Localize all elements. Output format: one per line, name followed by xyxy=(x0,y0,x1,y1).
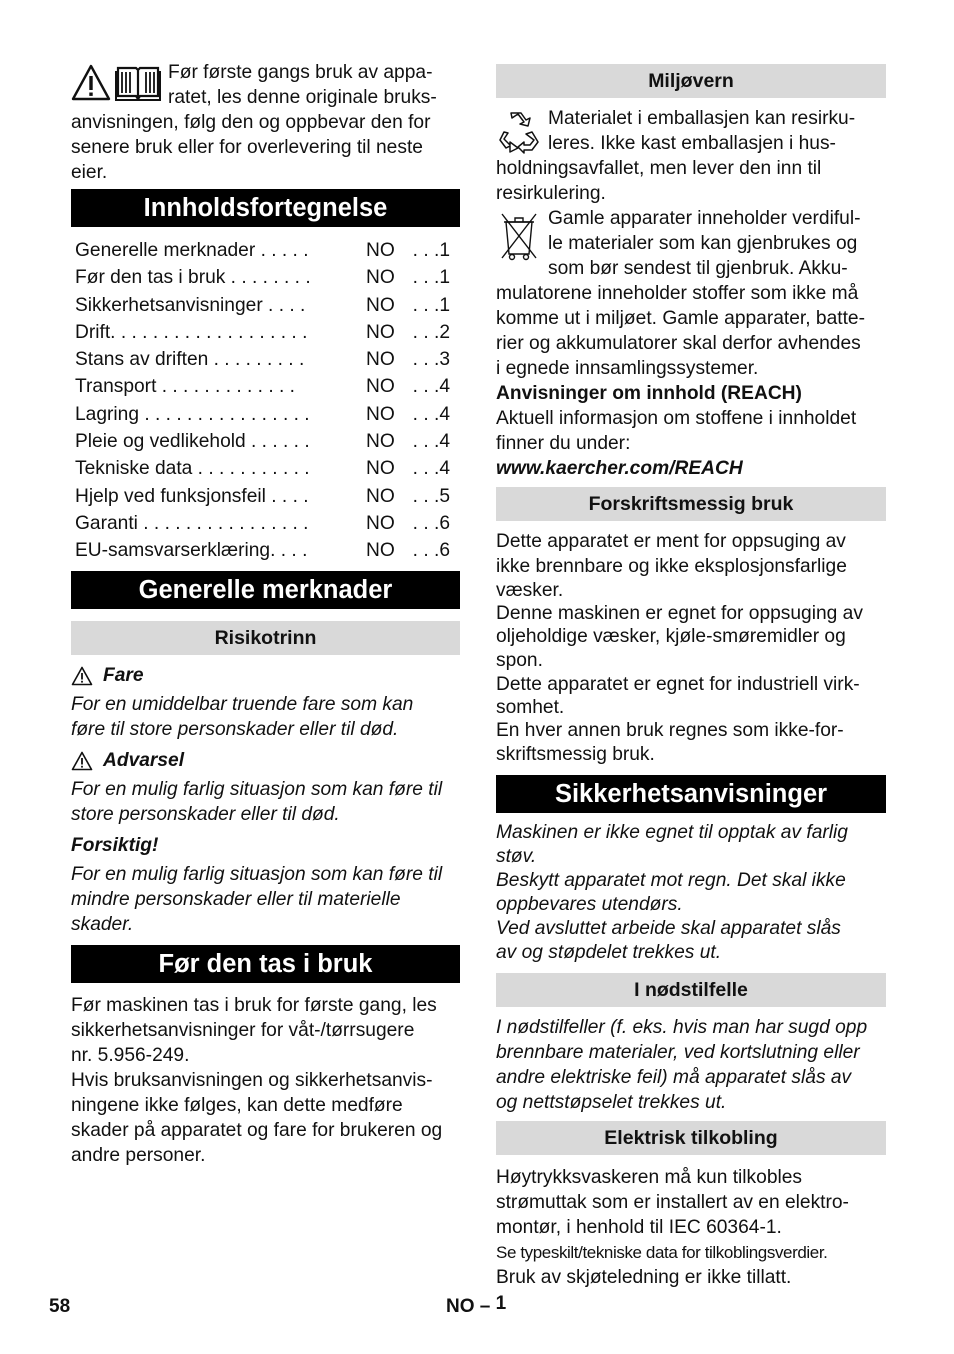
warning-small-icon xyxy=(71,751,93,771)
intended-use-line: skriftsmessig bruk. xyxy=(496,744,655,765)
weee-line: mulatorene inneholder stoffer som ikke må xyxy=(496,283,859,304)
weee-line: le materialer som kan gjenbrukes og xyxy=(548,233,858,254)
toc-entry[interactable]: Drift. . . . . . . . . . . . . . . . . . . NO . . .2 xyxy=(75,321,450,343)
danger-heading xyxy=(71,663,460,690)
weee-line: Gamle apparater inneholder verdiful- xyxy=(548,208,861,229)
caution-text: For en mulig farlig situasjon som kan føre til xyxy=(71,863,443,885)
electrical-line: strømuttak som er installert av en elektro- xyxy=(496,1192,849,1213)
electrical-title: Elektrisk tilkobling xyxy=(496,1121,886,1155)
intended-use-line: En hver annen bruk regnes som ikke-for- xyxy=(496,720,844,741)
safety-line: Ved avsluttet arbeide skal apparatet slås xyxy=(496,918,841,939)
intended-use-title: Forskriftsmessig bruk xyxy=(496,487,886,521)
before-use-line: sikkerhetsanvisninger for våt-/tørrsugere xyxy=(71,1019,415,1041)
emergency-title: I nødstilfelle xyxy=(496,973,886,1007)
toc-entry[interactable]: Stans av driften . . . . . . . . . NO . . .3 xyxy=(75,349,450,371)
before-use-title: Før den tas i bruk xyxy=(71,945,460,983)
intended-use-line: oljeholdige væsker, kjøle-smøremidler og xyxy=(496,626,846,647)
safety-line: av og støpdelet trekkes ut. xyxy=(496,942,722,963)
intended-use-line: væsker. xyxy=(496,580,564,601)
reach-link[interactable]: www.kaercher.com/REACH xyxy=(496,458,743,479)
recycle-line: leres. Ikke kast emballasjen i hus- xyxy=(548,133,836,154)
intended-use-line: spon. xyxy=(496,650,543,671)
warning-heading xyxy=(71,748,460,775)
toc-entry[interactable]: Tekniske data . . . . . . . . . . . NO . . .4 xyxy=(75,458,450,480)
warning-text: store personskader eller til død. xyxy=(71,803,340,825)
emergency-text xyxy=(496,1015,886,1115)
risk-levels-title: Risikotrinn xyxy=(71,621,460,655)
intro-line: Før første gangs bruk av appa- xyxy=(168,62,433,83)
reach-text: finner du under: xyxy=(496,433,631,454)
intro-line: anvisningen, følg den og oppbevar den for xyxy=(71,112,431,133)
toc-entry[interactable]: Hjelp ved funksjonsfeil . . . . NO . . .5 xyxy=(75,485,450,507)
toc-entry[interactable]: Generelle merknader . . . . . NO . . .1 xyxy=(75,240,450,261)
electrical-line: Høytrykksvaskeren må kun tilkobles xyxy=(496,1167,803,1188)
toc-entry[interactable]: EU-samsvarserklæring. . . . NO . . .6 xyxy=(75,540,450,562)
caution-text: skader. xyxy=(71,913,134,935)
safety-line: Maskinen er ikke egnet til opptak av farlig xyxy=(496,822,848,843)
recycle-block xyxy=(496,106,886,206)
footer-subpage: 1 xyxy=(495,1293,507,1314)
toc-title: Innholdsfortegnelse xyxy=(71,189,460,227)
general-title: Generelle merknader xyxy=(71,571,460,609)
reach-text: Aktuell informasjon om stoffene i innholdet xyxy=(496,408,857,429)
weee-line: komme ut i miljøet. Gamle apparater, batte- xyxy=(496,308,865,329)
page-footer-label xyxy=(446,1293,507,1318)
warning-small-icon xyxy=(71,666,93,686)
safety-title: Sikkerhetsanvisninger xyxy=(496,775,886,813)
safety-line: Beskytt apparatet mot regn. Det skal ikke xyxy=(496,870,846,891)
toc-entry[interactable]: Før den tas i bruk . . . . . . . . NO . . .1 xyxy=(75,267,450,289)
recycling-icon xyxy=(496,112,540,154)
toc-entry[interactable]: Lagring . . . . . . . . . . . . . . . . NO . . .4 xyxy=(75,403,450,425)
toc-entry[interactable]: Garanti . . . . . . . . . . . . . . . . NO . . .6 xyxy=(75,512,450,534)
intended-use-line: Dette apparatet er egnet for industriell virk- xyxy=(496,674,860,695)
danger-text: føre til store personskader eller til død. xyxy=(71,718,399,740)
weee-line: i egnede innsamlingssystemer. xyxy=(496,358,759,379)
emergency-line: og nettstøpselet trekkes ut. xyxy=(496,1092,727,1113)
safety-line: oppbevares utendørs. xyxy=(496,894,683,915)
intended-use-line: ikke brennbare og ikke eksplosjonsfarlige xyxy=(496,556,847,577)
weee-block xyxy=(496,206,886,381)
intro-line: ratet, les denne originale bruks- xyxy=(168,87,437,108)
page-number: 58 xyxy=(49,1296,71,1317)
safety-text xyxy=(496,821,886,965)
before-use-line: nr. 5.956-249. xyxy=(71,1044,190,1066)
emergency-line: I nødstilfeller (f. eks. hvis man har sugd opp xyxy=(496,1017,868,1038)
recycle-line: resirkulering. xyxy=(496,183,606,204)
caution-text: mindre personskader eller til materielle xyxy=(71,888,401,910)
before-use-line: ningene ikke følges, kan dette medføre xyxy=(71,1094,403,1116)
danger-text: For en umiddelbar truende fare som kan xyxy=(71,693,414,715)
environment-title: Miljøvern xyxy=(496,64,886,98)
toc-entry[interactable]: Sikkerhetsanvisninger . . . . NO . . .1 xyxy=(75,294,450,316)
weee-line: rier og akkumulatorer skal derfor avhendes xyxy=(496,333,861,354)
before-use-line: skader på apparatet og fare for brukeren og xyxy=(71,1119,443,1141)
toc-list xyxy=(71,237,460,565)
before-use-text xyxy=(71,993,460,1168)
intended-use-line: Dette apparatet er ment for oppsuging av xyxy=(496,531,846,552)
electrical-note: Se typeskilt/tekniske data for tilkoblingsverdier. xyxy=(496,1243,828,1262)
before-use-line: andre personer. xyxy=(71,1144,206,1166)
footer-dash: – xyxy=(479,1296,491,1317)
intro-block xyxy=(71,60,460,185)
recycle-line: Materialet i emballasjen kan resirku- xyxy=(548,108,856,129)
footer-section: NO xyxy=(446,1296,475,1317)
emergency-line: brennbare materialer, ved kortslutning eller xyxy=(496,1042,860,1063)
reach-title: Anvisninger om innhold (REACH) xyxy=(496,383,802,404)
danger-label: Fare xyxy=(103,665,144,687)
intro-line: eier. xyxy=(71,162,108,183)
recycle-line: holdningsavfallet, men lever den inn til xyxy=(496,158,822,179)
intended-use-text xyxy=(496,529,886,767)
emergency-line: andre elektriske feil) må apparatet slås av xyxy=(496,1067,852,1088)
warning-label: Advarsel xyxy=(103,750,185,772)
left-column xyxy=(71,60,460,1168)
before-use-line: Før maskinen tas i bruk for første gang, les xyxy=(71,994,437,1016)
safety-line: støv. xyxy=(496,846,537,867)
electrical-line: montør, i henhold til IEC 60364-1. xyxy=(496,1217,782,1238)
toc-entry[interactable]: Transport . . . . . . . . . . . . . NO . . .4 xyxy=(75,376,450,398)
weee-line: som bør sendest til gjenbruk. Akku- xyxy=(548,258,848,279)
warning-triangle-icon xyxy=(71,64,111,102)
toc-entry[interactable]: Pleie og vedlikehold . . . . . . NO . . .4 xyxy=(75,431,450,453)
intro-icons xyxy=(71,64,161,102)
intended-use-line: Denne maskinen er egnet for oppsuging av xyxy=(496,603,863,624)
intro-line: senere bruk eller for overlevering til neste xyxy=(71,137,423,158)
open-book-icon xyxy=(115,64,161,102)
electrical-line: Bruk av skjøteledning er ikke tillatt. xyxy=(496,1267,792,1288)
intended-use-line: somhet. xyxy=(496,697,565,718)
caution-heading xyxy=(71,833,460,860)
right-column xyxy=(496,64,886,1290)
electrical-text xyxy=(496,1165,886,1290)
before-use-line: Hvis bruksanvisningen og sikkerhetsanvis- xyxy=(71,1069,433,1091)
caution-label: Forsiktig! xyxy=(71,835,159,857)
crossed-bin-icon xyxy=(498,210,540,262)
warning-text: For en mulig farlig situasjon som kan føre til xyxy=(71,778,443,800)
